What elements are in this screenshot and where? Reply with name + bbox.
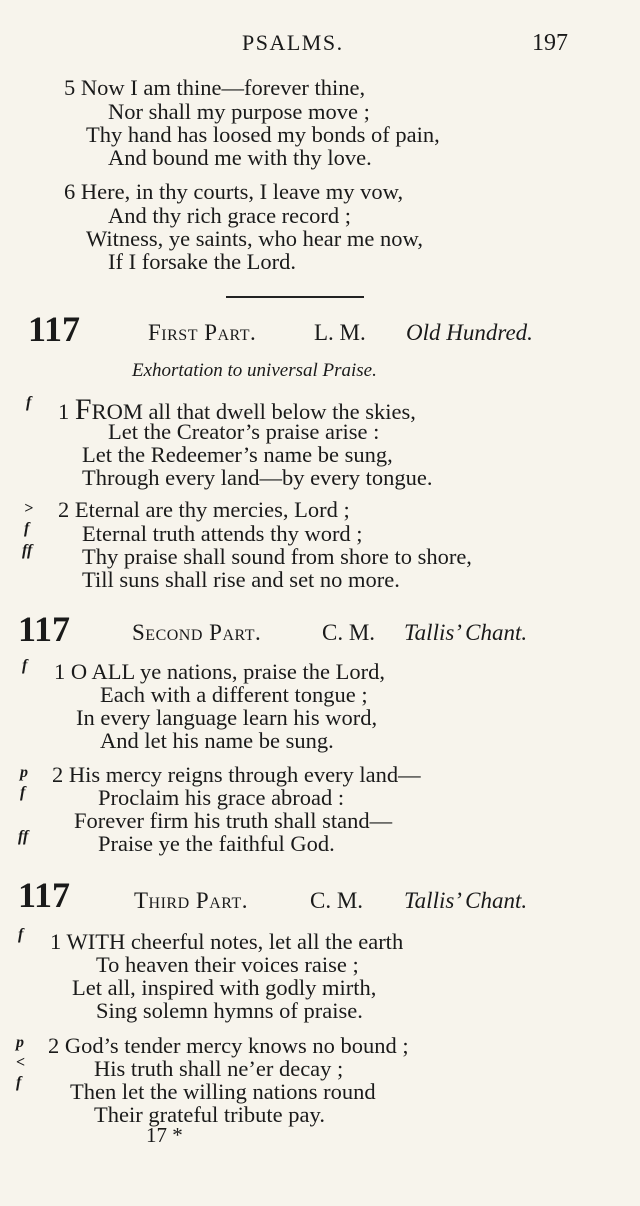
verse-line: Witness, ye saints, who hear me now, bbox=[86, 226, 423, 251]
verse-line: To heaven their voices raise ; bbox=[96, 952, 359, 977]
verse-line: Proclaim his grace abroad : bbox=[98, 785, 345, 810]
verse-line: Then let the willing nations round bbox=[70, 1079, 376, 1104]
dynamic-mark: < bbox=[16, 1054, 26, 1071]
running-header: PSALMS. bbox=[242, 30, 344, 55]
dynamic-mark: f bbox=[22, 657, 28, 674]
verse-line: Thy hand has loosed my bonds of pain, bbox=[86, 122, 440, 147]
hymn-meter: C. M. bbox=[310, 888, 364, 913]
verse-line: Through every land—by every tongue. bbox=[82, 465, 433, 490]
verse-line: Let all, inspired with godly mirth, bbox=[72, 975, 377, 1000]
dynamic-mark: ff bbox=[18, 828, 29, 845]
verse-line: And thy rich grace record ; bbox=[108, 203, 352, 228]
dynamic-mark: f bbox=[26, 394, 32, 411]
verse-line: In every language learn his word, bbox=[76, 705, 378, 730]
verse-line: Each with a different tongue ; bbox=[100, 682, 368, 707]
verse-line: And bound me with thy love. bbox=[108, 145, 372, 170]
hymn-part: Third Part. bbox=[134, 888, 248, 913]
verse-line: Let the Redeemer’s name be sung, bbox=[82, 442, 393, 467]
verse-line: 1 O ALL ye nations, praise the Lord, bbox=[54, 659, 385, 684]
verse-line: 1 WITH cheerful notes, let all the earth bbox=[50, 929, 404, 954]
hymn-tune: Tallis’ Chant. bbox=[404, 888, 528, 913]
verse-line: 2 Eternal are thy mercies, Lord ; bbox=[58, 497, 350, 522]
dynamic-mark: f bbox=[20, 784, 26, 801]
hymn-number: 117 bbox=[28, 309, 81, 349]
verse-line: And let his name be sung. bbox=[100, 728, 334, 753]
dynamic-mark: > bbox=[24, 500, 34, 517]
hymn-part: First Part. bbox=[148, 320, 257, 345]
hymn-meter: C. M. bbox=[322, 620, 376, 645]
verse-line: Till suns shall rise and set no more. bbox=[82, 567, 400, 592]
dynamic-mark: p bbox=[16, 1034, 24, 1051]
verse-line: Thy praise shall sound from shore to shore, bbox=[82, 544, 472, 569]
hymn-subtitle: Exhortation to universal Praise. bbox=[132, 360, 377, 381]
hymn-tune: Old Hundred. bbox=[406, 320, 533, 345]
verse-line: Sing solemn hymns of praise. bbox=[96, 998, 363, 1023]
hymn-meter: L. M. bbox=[314, 320, 366, 345]
verse-line: Praise ye the faithful God. bbox=[98, 831, 335, 856]
verse-line: 5 Now I am thine—forever thine, bbox=[64, 75, 366, 100]
hymn-part: Second Part. bbox=[132, 620, 262, 645]
dynamic-mark: f bbox=[24, 520, 30, 537]
drop-cap: F bbox=[74, 393, 92, 426]
dynamic-mark: f bbox=[18, 926, 24, 943]
hymn-number: 117 bbox=[18, 609, 71, 649]
verse-line: 2 God’s tender mercy knows no bound ; bbox=[48, 1033, 409, 1058]
verse-line: Forever firm his truth shall stand— bbox=[74, 808, 393, 833]
verse-line: Their grateful tribute pay. bbox=[94, 1102, 325, 1127]
dynamic-mark: p bbox=[20, 764, 28, 781]
hymn-number: 117 bbox=[18, 875, 71, 915]
verse-line: 6 Here, in thy courts, I leave my vow, bbox=[64, 179, 404, 204]
page-number: 197 bbox=[532, 30, 568, 56]
signature-mark: 17 * bbox=[146, 1123, 183, 1147]
dynamic-mark: f bbox=[16, 1074, 22, 1091]
dynamic-mark: ff bbox=[22, 542, 33, 559]
verse-line: His truth shall ne’er decay ; bbox=[94, 1056, 344, 1081]
verse-number: 1 bbox=[58, 399, 70, 424]
section-divider bbox=[226, 296, 364, 298]
verse-line: Nor shall my purpose move ; bbox=[108, 99, 370, 124]
verse-line: 2 His mercy reigns through every land— bbox=[52, 762, 421, 787]
hymn-tune: Tallis’ Chant. bbox=[404, 620, 528, 645]
verse-first-line: ROM all that dwell below the skies, bbox=[91, 399, 416, 424]
verse-line: If I forsake the Lord. bbox=[108, 249, 297, 274]
verse-line: Let the Creator’s praise arise : bbox=[108, 419, 380, 444]
verse-line: Eternal truth attends thy word ; bbox=[82, 521, 363, 546]
